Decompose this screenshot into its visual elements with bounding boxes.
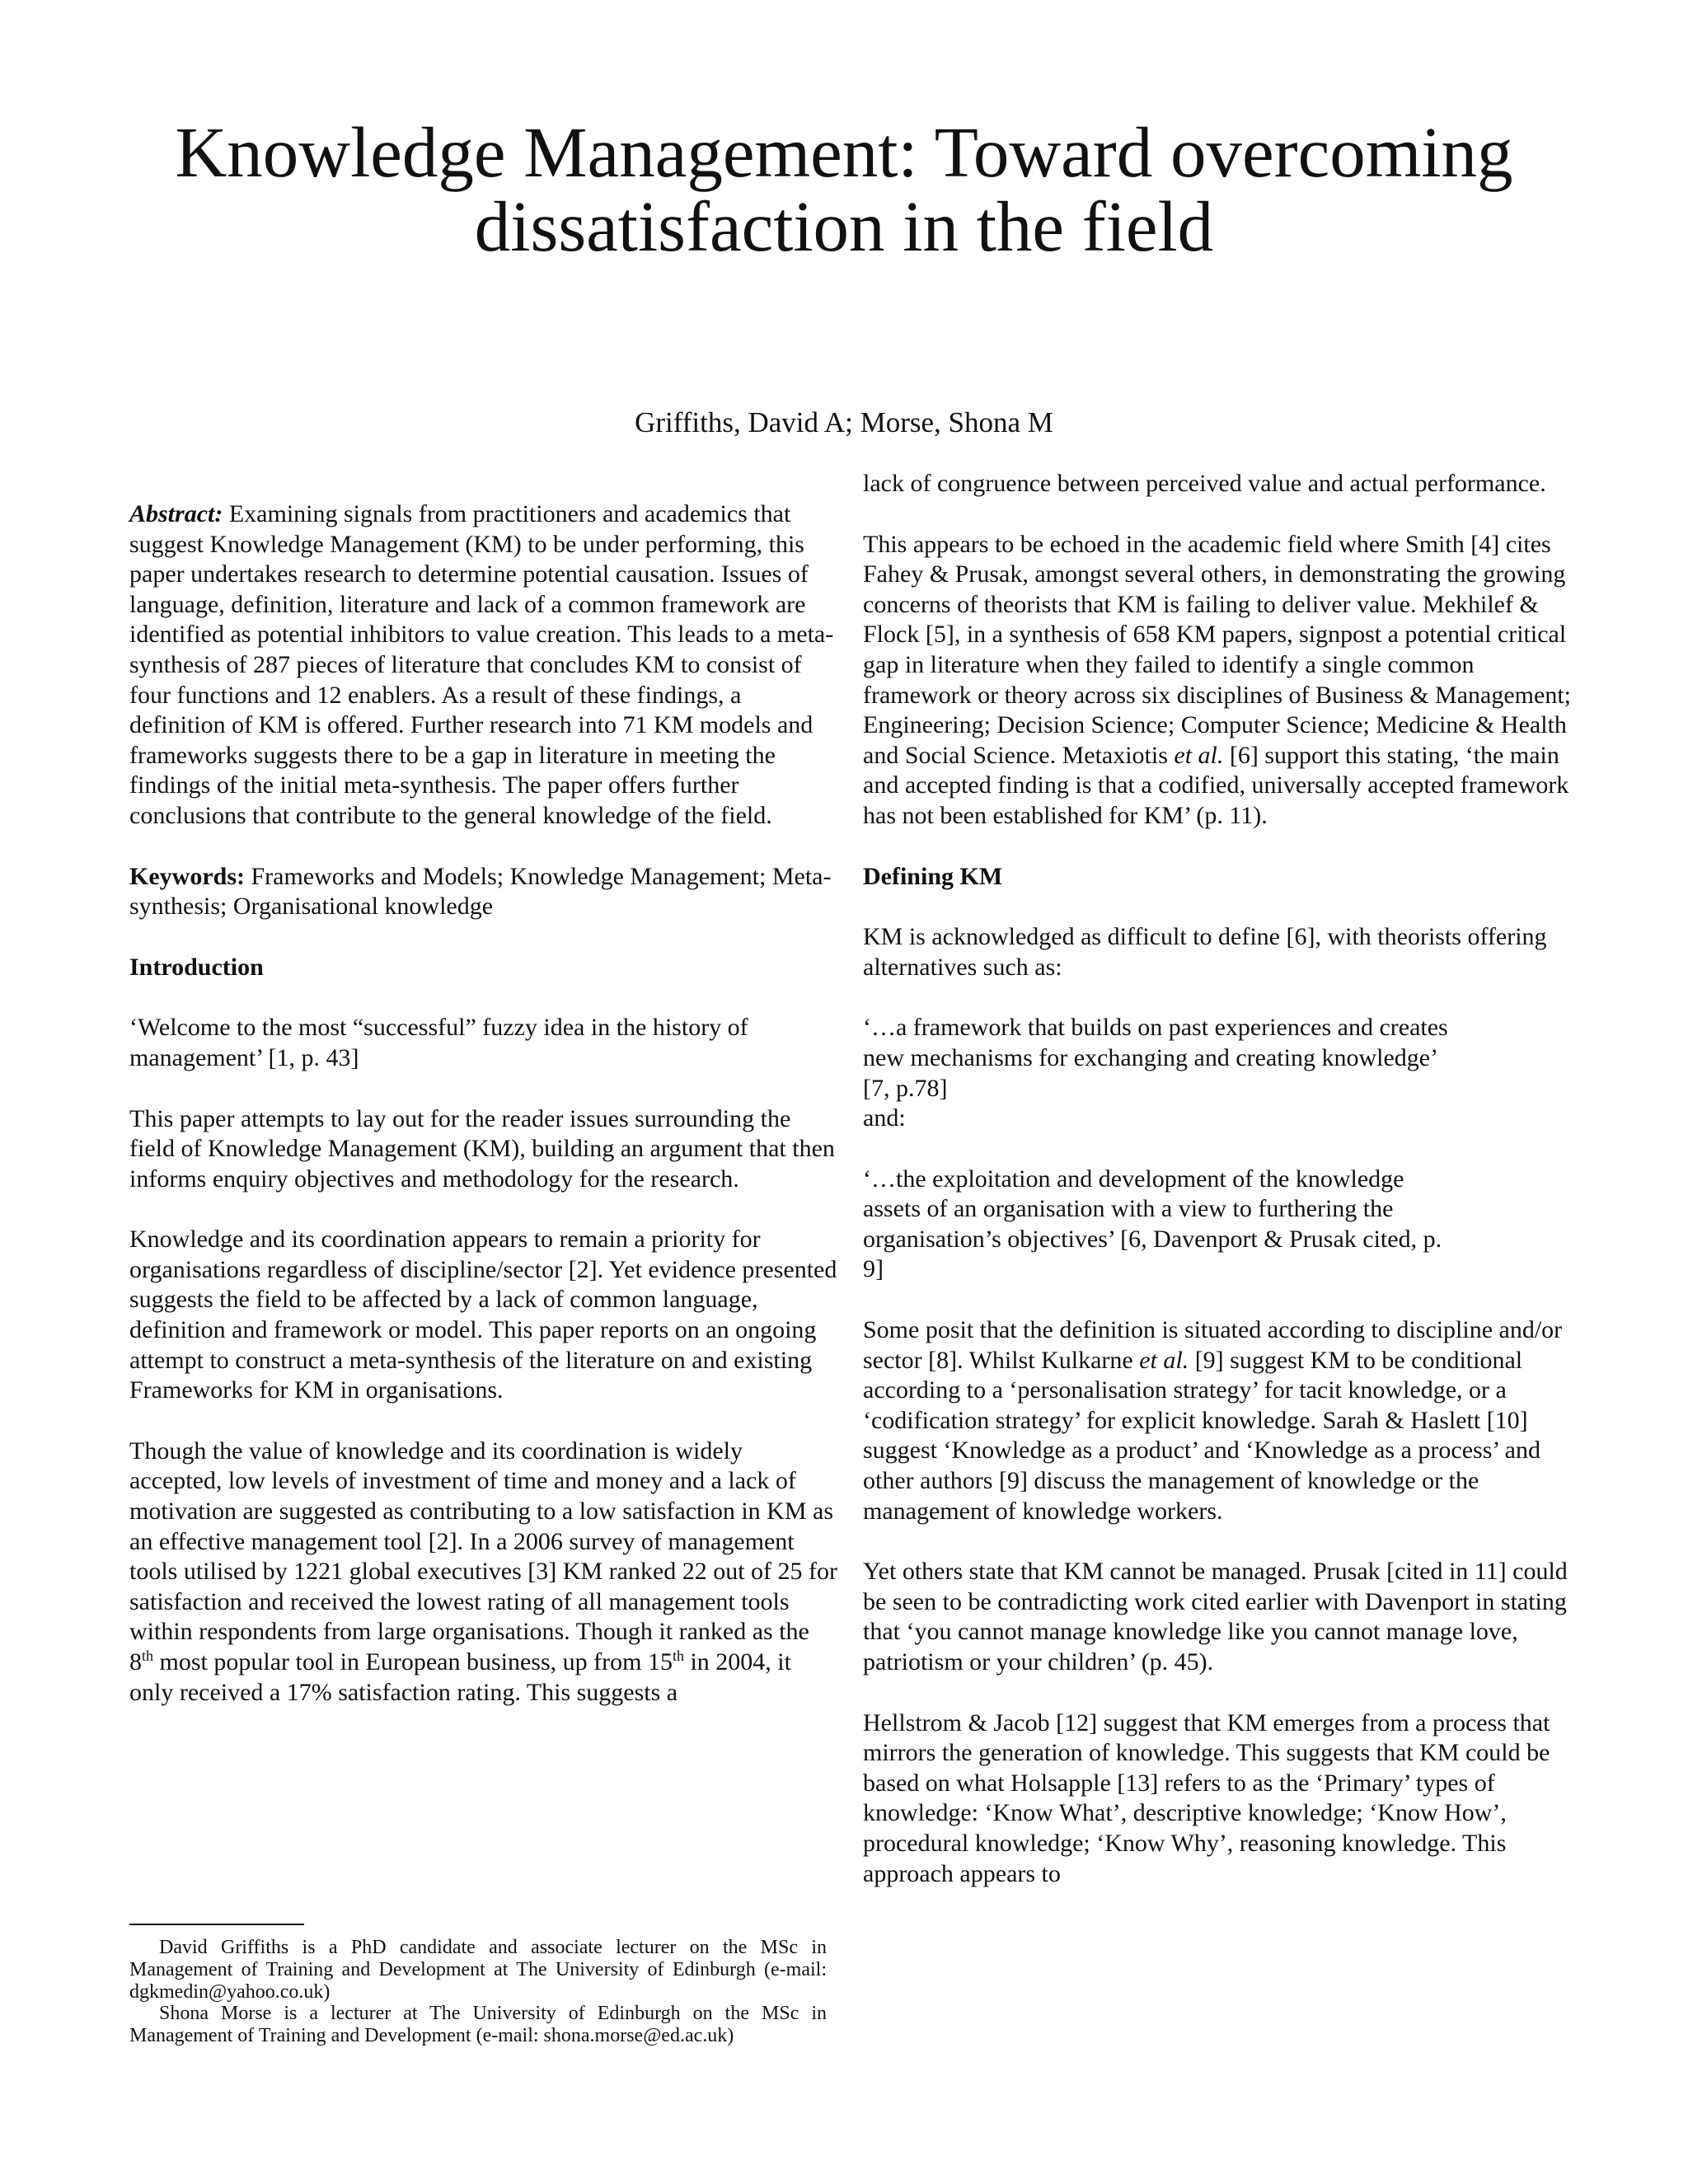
defining-p2-text-b: [9] suggest KM to be conditional according to a ‘personalisation strategy’ for tacit knowledge, or a ‘codification strategy’ for explicit knowledge. Sarah & Haslett [10] suggest ‘Knowledge as a product’ and ‘Knowledge as a process’ and other authors [9] discuss the management of knowledge or the management of knowledge workers.: [863, 1346, 1540, 1525]
intro-paragraph-4: [129, 1436, 838, 1708]
defining-paragraph-1: KM is acknowledged as difficult to define [6], with theorists offering alternatives such as:: [863, 923, 1547, 981]
intro-paragraph-2: This paper attempts to lay out for the reader issues surrounding the field of Knowledge Management (KM), building an argument that then informs enquiry objectives and methodology for the research.: [129, 1104, 835, 1193]
block-quote-1: ‘…a framework that builds on past experiences and creates new mechanisms for exchanging and creating knowledge’ [7, p.78]: [863, 1014, 1448, 1102]
et-al: et al.: [1174, 741, 1224, 769]
defining-paragraph-3: Yet others state that KM cannot be managed. Prusak [cited in 11] could be seen to be contradicting work cited earlier with Davenport in stating that ‘you cannot manage knowledge like you cannot manage love, patriotism or your children’ (p. 45).: [863, 1558, 1568, 1675]
footnote-griffiths: David Griffiths is a PhD candidate and associate lecturer on the MSc in Management of Training and Development at The University of Edinburgh (e-mail: dgkmedin@yahoo.co.uk): [129, 1937, 827, 2003]
defining-km-heading: Defining KM: [863, 862, 1003, 890]
intro-paragraph-1: ‘Welcome to the most “successful” fuzzy idea in the history of management’ [1, p. 43]: [129, 1014, 748, 1071]
intro-p4-text-b: most popular tool in European business, up from 15: [153, 1648, 673, 1675]
keywords: [129, 862, 838, 922]
right-paragraph-2: [863, 530, 1572, 832]
ordinal-suffix: th: [142, 1647, 154, 1664]
title-line-1: Knowledge Management: Toward overcoming: [175, 112, 1513, 192]
defining-paragraph-4: Hellstrom & Jacob [12] suggest that KM emerges from a process that mirrors the generation of knowledge. This suggests that KM could be based on what Holsapple [13] refers to as the ‘Primary’ types of knowledge: ‘Know What’, descriptive knowledge; ‘Know How’, procedural knowledge; ‘Know Why’, reasoning knowledge. This approach appears to: [863, 1708, 1550, 1887]
intro-paragraph-3: Knowledge and its coordination appears to remain a priority for organisations regardless of discipline/sector [2]. Yet evidence presented suggests the field to be affected by a lack of common language, definition and framework or model. This paper reports on an ongoing attempt to construct a meta-synthesis of the literature on and existing Frameworks for KM in organisations.: [129, 1226, 837, 1404]
title-line-2: dissatisfaction in the field: [474, 186, 1214, 266]
right-p2-text-b: [6] support this stating, ‘the main and accepted finding is that a codified, universally accepted framework has not been established for KM’ (p. 11).: [863, 741, 1569, 829]
right-paragraph-1: lack of congruence between perceived value and actual performance.: [863, 470, 1546, 497]
intro-p4-text-c: in 2004, it only received a 17% satisfaction rating. This suggests a: [129, 1648, 791, 1706]
footnote-morse: Shona Morse is a lecturer at The University of Edinburgh on the MSc in Management of Training and Development (e-mail: shona.morse@ed.ac.uk): [129, 2003, 827, 2047]
footnote-separator: [129, 1924, 304, 1925]
abstract-label: Abstract:: [129, 500, 223, 527]
et-al: et al.: [1139, 1346, 1189, 1374]
right-p2-text-a: This appears to be echoed in the academic field where Smith [4] cites Fahey & Prusak, amongst several others, in demonstrating the growing concerns of theorists that KM is failing to deliver value. Mekhilef & Flock [5], in a synthesis of 658 KM papers, signpost a potential critical gap in literature when they failed to identify a single common framework or theory across six disciplines of Business & Management; Engineering; Decision Science; Computer Science; Medicine & Health and Social Science. Metaxiotis: [863, 530, 1571, 769]
left-column: [129, 499, 838, 1708]
author-list: Griffiths, David A; Morse, Shona M: [635, 406, 1053, 438]
keywords-text: Frameworks and Models; Knowledge Management; Meta-synthesis; Organisational knowledge: [129, 862, 832, 921]
ordinal-suffix: th: [672, 1647, 684, 1664]
and-connector: and:: [863, 1104, 906, 1132]
right-column: [863, 469, 1572, 1889]
intro-p4-text-a: Though the value of knowledge and its coordination is widely accepted, low levels of investment of time and money and a lack of motivation are suggested as contributing to a low satisfaction in KM as an effective management tool [2]. In a 2006 survey of management tools utilised by 1221 global executives [3] KM ranked 22 out of 25 for satisfaction and received the lowest rating of all management tools within respondents from large organisations. Though it ranked as the 8: [129, 1436, 838, 1675]
abstract: [129, 499, 838, 832]
introduction-heading: Introduction: [129, 953, 264, 981]
defining-paragraph-2: [863, 1315, 1572, 1526]
paper-title: [0, 112, 1688, 266]
abstract-text: Examining signals from practitioners and academics that suggest Knowledge Management (KM) to be under performing, this paper undertakes research to determine potential causation. Issues of language, definition, literature and lack of a common framework are identified as potential inhibitors to value creation. This leads to a meta-synthesis of 287 pieces of literature that concludes KM to consist of four functions and 12 enablers. As a result of these findings, a definition of KM is offered. Further research into 71 KM models and frameworks suggests there to be a gap in literature in meeting the findings of the initial meta-synthesis. The paper offers further conclusions that contribute to the general knowledge of the field.: [129, 500, 834, 829]
footnotes: [129, 1937, 827, 2047]
defining-p2-text-a: Some posit that the definition is situated according to discipline and/or sector [8]. Whilst Kulkarne: [863, 1316, 1563, 1374]
keywords-label: Keywords:: [129, 862, 245, 890]
block-quote-2: ‘…the exploitation and development of the knowledge assets of an organisation with a view to furthering the organisation’s objectives’ [6, Davenport & Prusak cited, p. 9]: [863, 1165, 1442, 1283]
